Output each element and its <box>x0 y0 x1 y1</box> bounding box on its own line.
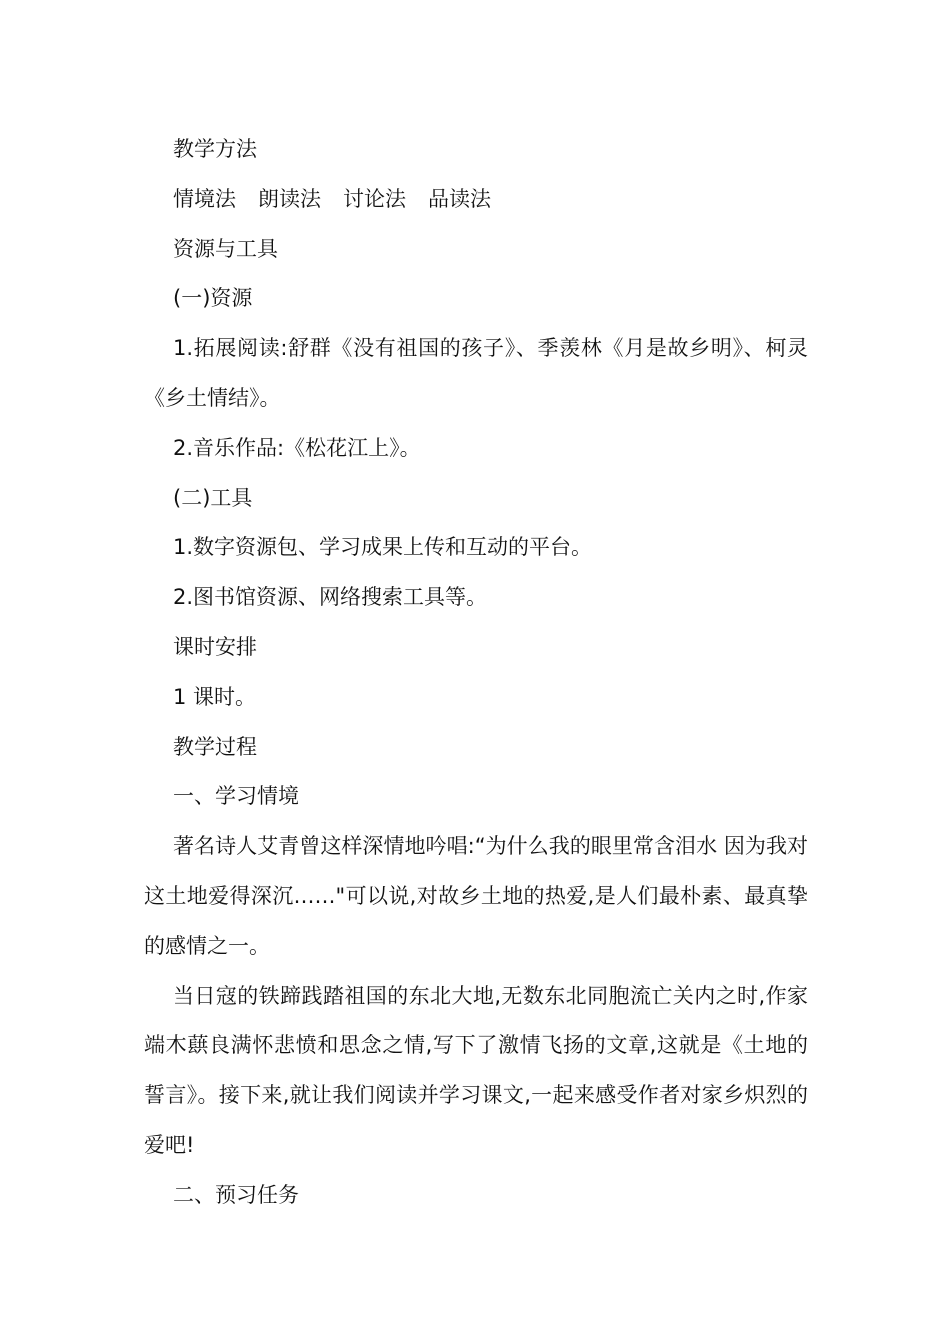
tool-item-library: 2.图书馆资源、网络搜索工具等。 <box>173 585 488 610</box>
document-body <box>144 125 808 1221</box>
heading-tools: (二)工具 <box>173 485 253 510</box>
teaching-methods-list <box>144 175 808 225</box>
schedule-text: 1 课时。 <box>173 684 257 709</box>
section-title-preview-task: 二、预习任务 <box>173 1182 299 1207</box>
heading-teaching-methods: 教学方法 <box>173 137 257 161</box>
section-title-learning-context: 一、学习情境 <box>173 784 299 809</box>
resource-item-music: 2.音乐作品:《松花江上》。 <box>173 435 421 460</box>
method-item: 讨论法 <box>343 186 406 211</box>
paragraph-ai-qing-poem: 著名诗人艾青曾这样深情地吟唱:“为什么我的眼里常含泪水 因为我对这土地爱得深沉……"可以说,对故乡土地的热爱,是人们最朴素、最真挚的感情之一。 <box>144 834 808 958</box>
method-item: 朗读法 <box>258 186 321 211</box>
resource-item-reading: 1.拓展阅读:舒群《没有祖国的孩子》、季羡林《月是故乡明》、柯灵《乡土情结》。 <box>144 336 808 410</box>
heading-resources: (一)资源 <box>173 286 253 311</box>
tool-item-digital: 1.数字资源包、学习成果上传和互动的平台。 <box>173 535 593 560</box>
heading-resources-tools: 资源与工具 <box>173 236 278 261</box>
heading-teaching-process: 教学过程 <box>173 734 257 759</box>
paragraph-land-oath-intro: 当日寇的铁蹄践踏祖国的东北大地,无数东北同胞流亡关内之时,作家端木蕻良满怀悲愤和思念之情,写下了激情飞扬的文章,这就是《土地的誓言》。接下来,就让我们阅读并学习课文,一起来感受作者对家乡炽烈的爱吧! <box>144 983 808 1157</box>
method-item: 情境法 <box>173 186 236 211</box>
method-item: 品读法 <box>428 186 491 211</box>
heading-schedule: 课时安排 <box>173 634 257 659</box>
